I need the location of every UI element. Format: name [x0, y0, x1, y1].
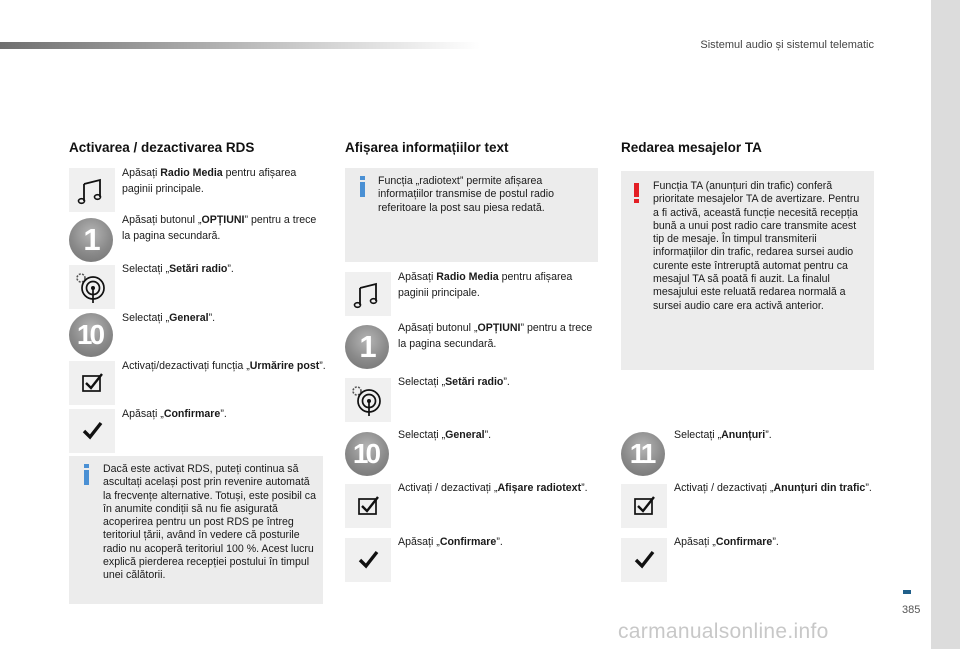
info-icon	[84, 470, 89, 485]
col2-title: Afișarea informațiilor text	[345, 140, 509, 155]
col2-step3-text: Selectați „Setări radio”.	[398, 376, 510, 388]
page-header: Sistemul audio și sistemul telematic	[700, 39, 874, 51]
step-number-1: 1	[345, 325, 389, 369]
col3-title: Redarea mesajelor TA	[621, 140, 762, 155]
col3-step2-text: Activați / dezactivați „Anunțuri din trafic”.	[674, 482, 872, 494]
checkbox-icon	[345, 484, 391, 528]
music-note-icon	[345, 272, 391, 316]
col2-step2-text: Apăsați butonul „OPȚIUNI” pentru a trece la pagina secundară.	[398, 322, 593, 350]
col1-step4-text: Selectați „General”.	[122, 312, 216, 324]
checkmark-icon	[69, 409, 115, 453]
page-number: 385	[902, 604, 921, 616]
col3-step1-text: Selectați „Anunțuri”.	[674, 429, 772, 441]
col3-warning-text: Funcția TA (anunțuri din trafic) conferă prioritate mesajelor TA de avertizare. Pentru a fi activă, această funcție necesită recepția bună a unui post radio care transmite acest tip de mesaje. În timpul transmiterii informațiilor din trafic, redarea sursei audio curente este întreruptă automat pentru ca mesajul TA să poată fi auzit. La finalul mesajului este reluată redarea normală a sursei audio care era activă anterior.	[653, 180, 860, 312]
col2-info-text: Funcția „radiotext” permite afișarea informațiilor transmise de postul radio referitoare la post sau piesa redată.	[378, 175, 555, 214]
checkmark-icon	[345, 538, 391, 582]
info-icon	[360, 182, 365, 197]
checkmark-icon	[621, 538, 667, 582]
warning-icon	[634, 183, 639, 197]
watermark: carmanualsonline.info	[618, 620, 829, 643]
col1-step2-text: Apăsați butonul „OPȚIUNI” pentru a trece la pagina secundară.	[122, 214, 317, 242]
col2-step4-text: Selectați „General”.	[398, 429, 492, 441]
col1-step6-text: Apăsați „Confirmare”.	[122, 408, 227, 420]
step-number-10: 10	[345, 432, 389, 476]
col2-step6-text: Apăsați „Confirmare”.	[398, 536, 503, 548]
col1-info-text: Dacă este activat RDS, puteți continua să ascultați același post prin revenire automată la frecvențe alternative. Totuși, este posibil ca în anumite condiții să nu fie asigurată acoperirea pentru un post RDS pe întreg teritoriul țării, având în vedere că posturile radio nu acoperă teritoriul 100 %. Acest lucru explică pierderea recepției postului în timpul unei călătorii.	[103, 463, 316, 582]
col1-step3-text: Selectați „Setări radio”.	[122, 263, 234, 275]
step-number-11: 11	[621, 432, 665, 476]
col1-title: Activarea / dezactivarea RDS	[69, 140, 255, 155]
col1-step5-text: Activați/dezactivați funcția „Urmărire post”.	[122, 360, 326, 372]
col1-step1-text: Apăsați Radio Media pentru afișarea paginii principale.	[122, 167, 297, 195]
checkbox-icon	[621, 484, 667, 528]
music-note-icon	[69, 168, 115, 212]
checkbox-icon	[69, 361, 115, 405]
step-number-1: 1	[69, 218, 113, 262]
step-number-10: 10	[69, 313, 113, 357]
radio-settings-icon	[69, 265, 115, 309]
col3-step3-text: Apăsați „Confirmare”.	[674, 536, 779, 548]
page-marker	[903, 590, 911, 594]
header-gradient-bar	[0, 42, 480, 49]
col2-step1-text: Apăsați Radio Media pentru afișarea paginii principale.	[398, 271, 573, 299]
side-tab	[931, 0, 960, 649]
col2-step5-text: Activați / dezactivați „Afișare radiotext”.	[398, 482, 588, 494]
radio-settings-icon	[345, 378, 391, 422]
